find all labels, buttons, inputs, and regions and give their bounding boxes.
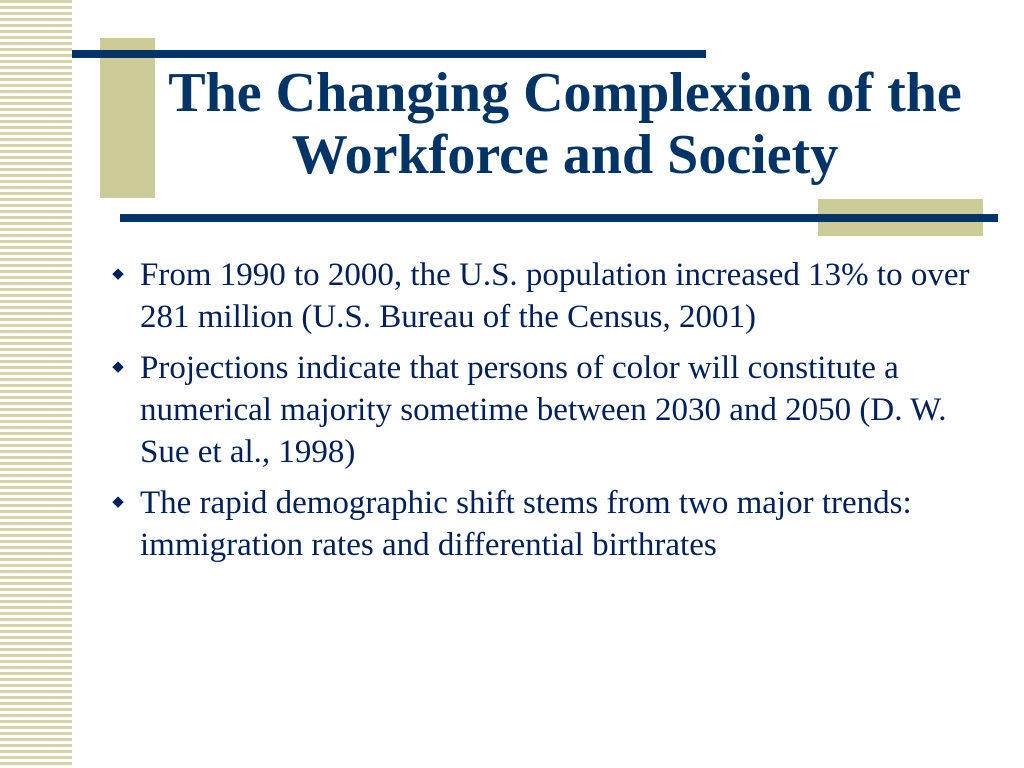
bullet-text: Projections indicate that persons of color will constitute a numerical majority sometime between 2030 and 2050 (D. W. Sue et al., 1998) <box>140 350 947 470</box>
bullet-item <box>104 347 984 473</box>
slide-title: The Changing Complexion of the Workforce and Society <box>168 62 962 186</box>
bullet-item <box>104 254 984 338</box>
bullet-item <box>104 482 984 566</box>
striped-margin-decoration <box>0 0 72 768</box>
title-rule-bottom <box>120 214 998 222</box>
bullet-text: From 1990 to 2000, the U.S. population increased 13% to over 281 million (U.S. Bureau of the Census, 2001) <box>140 257 970 335</box>
bullet-text: The rapid demographic shift stems from two major trends: immigration rates and differential birthrates <box>140 485 912 563</box>
bullet-list <box>104 254 984 575</box>
title-rule-top <box>72 50 706 58</box>
diamond-bullet-icon: ◆ <box>112 266 124 282</box>
title-accent-block-left <box>100 38 155 198</box>
diamond-bullet-icon: ◆ <box>112 359 124 375</box>
diamond-bullet-icon: ◆ <box>112 494 124 510</box>
